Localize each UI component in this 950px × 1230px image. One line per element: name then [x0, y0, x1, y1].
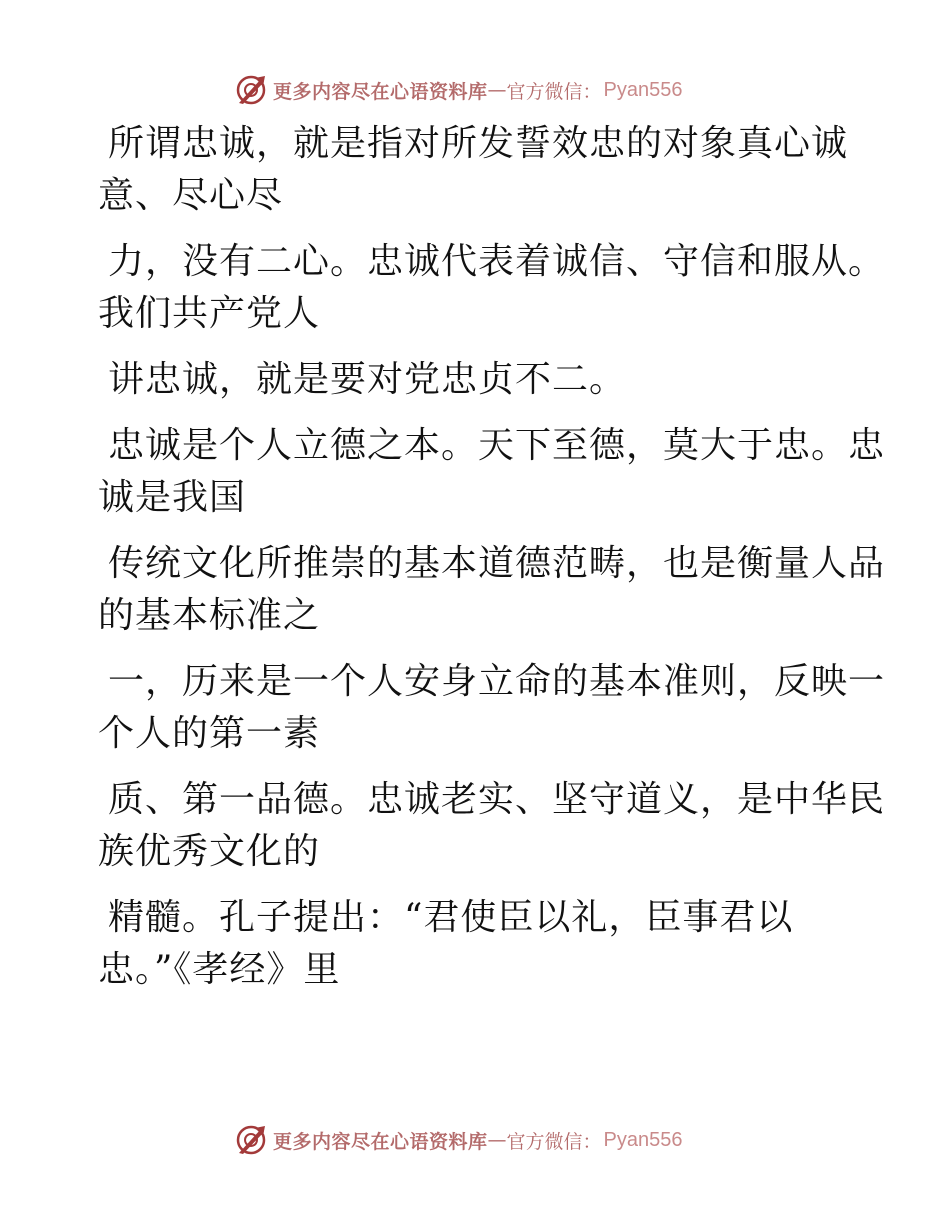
paragraph-line: 一，历来是一个人安身立命的基本准则，反映一	[108, 661, 886, 702]
paragraph-line: 个人的第一素	[98, 713, 321, 754]
paragraph	[98, 118, 849, 222]
banner-title: 更多内容尽在心语资料库	[273, 1130, 488, 1153]
banner-wechat-id: Pyan556	[603, 78, 683, 101]
paragraph-line: 力，没有二心。忠诚代表着诚信、守信和服从。	[108, 241, 886, 282]
paragraph	[98, 420, 886, 524]
quill-logo-icon	[235, 74, 267, 106]
paragraph-line: 所谓忠诚，就是指对所发誓效忠的对象真心诚	[108, 123, 849, 164]
paragraph-line: 族优秀文化的	[98, 831, 321, 872]
paragraph-line: 忠。”《孝经》里	[98, 949, 341, 990]
paragraph	[98, 236, 886, 340]
paragraph	[98, 354, 838, 406]
paragraph-line: 讲忠诚，就是要对党忠贞不二。	[108, 359, 627, 400]
paragraph	[98, 538, 886, 642]
paragraph-line: 的基本标准之	[98, 595, 321, 636]
header-banner	[235, 72, 683, 108]
banner-separator: —	[487, 79, 507, 101]
banner-separator: —	[487, 1129, 507, 1151]
banner-wechat-id: Pyan556	[603, 1128, 683, 1151]
paragraph-line: 质、第一品德。忠诚老实、坚守道义，是中华民	[108, 779, 886, 820]
paragraph-line: 精髓。孔子提出：“君使臣以礼，臣事君以	[108, 897, 794, 938]
quill-logo-icon	[235, 1124, 267, 1156]
banner-wechat-label: 官方微信：	[506, 1130, 602, 1153]
paragraph	[98, 892, 838, 996]
paragraph-line: 意、尽心尽	[98, 175, 284, 216]
paragraph	[98, 656, 886, 760]
paragraph-line: 传统文化所推崇的基本道德范畴，也是衡量人品	[108, 543, 886, 584]
paragraph	[98, 774, 886, 878]
paragraph-line: 诚是我国	[98, 477, 247, 518]
banner-wechat-label: 官方微信：	[506, 80, 602, 103]
paragraph-line: 忠诚是个人立德之本。天下至德，莫大于忠。忠	[108, 425, 886, 466]
footer-banner	[235, 1122, 683, 1158]
banner-title: 更多内容尽在心语资料库	[273, 80, 488, 103]
paragraph-line: 我们共产党人	[98, 293, 321, 334]
document-body	[98, 118, 886, 996]
